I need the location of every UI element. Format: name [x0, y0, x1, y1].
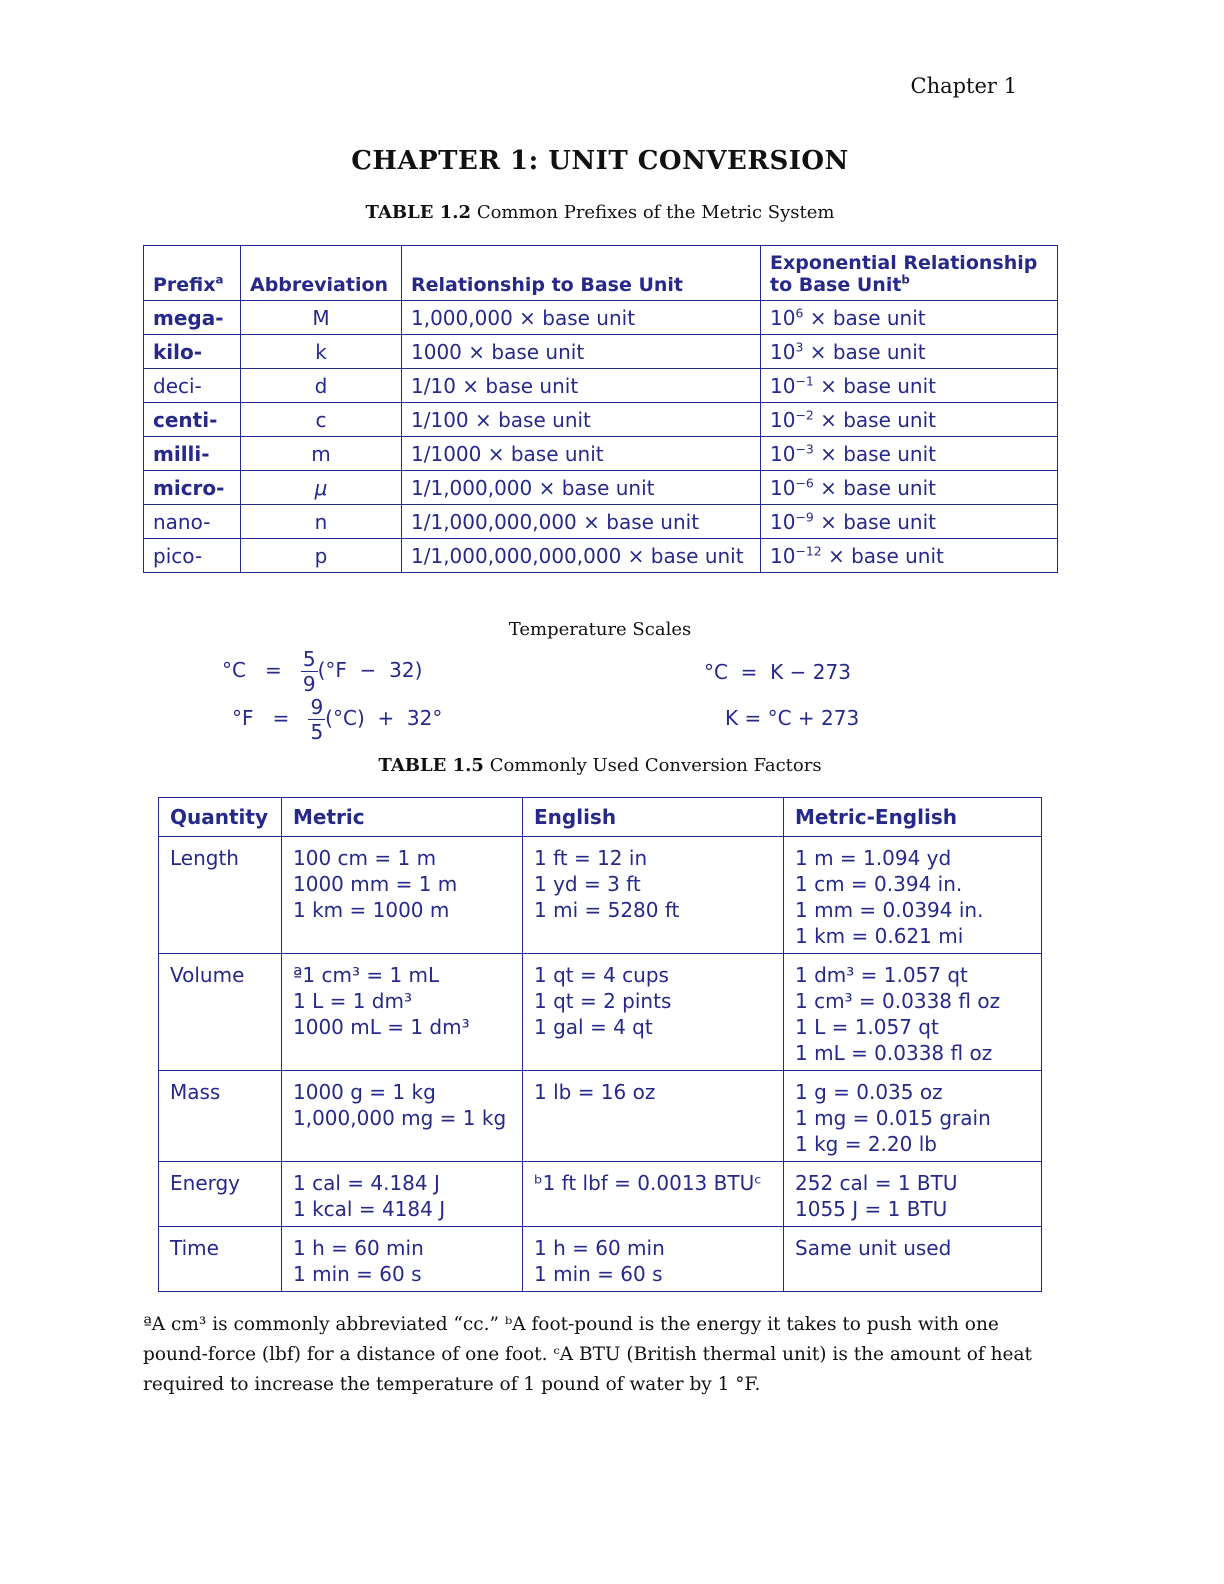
prefix-row [144, 505, 1058, 539]
prefix-cell: milli- [144, 437, 241, 471]
conversion-line: 1 kg = 2.20 lb [795, 1132, 937, 1156]
conversion-line: 1 kcal = 4184 J [293, 1197, 446, 1221]
prefix-row [144, 539, 1058, 573]
conversion-line: 1 h = 60 min [534, 1236, 665, 1260]
prefix-table [143, 245, 1058, 573]
metric-cell [282, 1162, 523, 1227]
header-abbreviation: Abbreviation [241, 246, 402, 301]
relationship-cell: 1/100 × base unit [402, 403, 761, 437]
metric-english-cell [784, 1227, 1042, 1292]
table-1-2-label: TABLE 1.2 [365, 202, 472, 223]
conversion-line: 1 lb = 16 oz [534, 1080, 656, 1104]
table-1-2-caption-text: Common Prefixes of the Metric System [471, 202, 835, 223]
quantity-cell: Length [159, 837, 282, 954]
abbreviation-cell: p [241, 539, 402, 573]
relationship-cell: 1/10 × base unit [402, 369, 761, 403]
conversion-line: 1000 mL = 1 dm³ [293, 1015, 470, 1039]
prefix-cell: mega- [144, 301, 241, 335]
conversion-row [159, 1162, 1042, 1227]
metric-cell [282, 1227, 523, 1292]
relationship-cell: 1/1,000,000,000,000 × base unit [402, 539, 761, 573]
exponential-cell: $10^{-2}$ × base unit [761, 403, 1058, 437]
conversion-line: 1 km = 1000 m [293, 898, 450, 922]
chapter-title: CHAPTER 1: UNIT CONVERSION [351, 146, 849, 176]
prefix-row [144, 471, 1058, 505]
exponential-cell: $10^{-1}$ × base unit [761, 369, 1058, 403]
conversion-line: 1000 g = 1 kg [293, 1080, 436, 1104]
relationship-cell: 1/1000 × base unit [402, 437, 761, 471]
conversion-line: 1 min = 60 s [293, 1262, 422, 1286]
prefix-row [144, 369, 1058, 403]
conversion-line: 1 cm³ = 0.0338 fl oz [795, 989, 1001, 1013]
exponential-cell: $10^{-3}$ × base unit [761, 437, 1058, 471]
prefix-cell: centi- [144, 403, 241, 437]
footnote: ªA cm³ is commonly abbreviated “cc.” ᵇA foot-pound is the energy it takes to push with one pound-force (lbf) for a distance of one foot. ᶜA BTU (British thermal unit) is the amount of heat required to increase the temperature of 1 pound of water by 1 °F. [143, 1314, 1032, 1395]
conversion-row [159, 954, 1042, 1071]
conversion-line: 100 cm = 1 m [293, 846, 437, 870]
metric-english-cell [784, 837, 1042, 954]
quantity-cell: Volume [159, 954, 282, 1071]
conversion-line: 1 cal = 4.184 J [293, 1171, 440, 1195]
conversion-line: 1,000,000 mg = 1 kg [293, 1106, 507, 1130]
abbreviation-cell: μ [241, 471, 402, 505]
metric-english-cell [784, 954, 1042, 1071]
prefix-cell: deci- [144, 369, 241, 403]
table-1-5-caption-text: Commonly Used Conversion Factors [483, 755, 822, 776]
header-quantity: Quantity [159, 798, 282, 837]
relationship-cell: 1,000,000 × base unit [402, 301, 761, 335]
conversion-line: 1 min = 60 s [534, 1262, 663, 1286]
abbreviation-cell: M [241, 301, 402, 335]
conversion-line: 1 cm = 0.394 in. [795, 872, 963, 896]
header-metric: Metric [282, 798, 523, 837]
english-cell [523, 1162, 784, 1227]
prefix-cell: nano- [144, 505, 241, 539]
prefix-cell: micro- [144, 471, 241, 505]
exponential-cell: $10^{-9}$ × base unit [761, 505, 1058, 539]
table-1-5-caption [0, 755, 1200, 776]
abbreviation-cell: n [241, 505, 402, 539]
quantity-cell: Mass [159, 1071, 282, 1162]
relationship-cell: 1/1,000,000 × base unit [402, 471, 761, 505]
prefix-row [144, 301, 1058, 335]
header-exponential: Exponential Relationship to Base Unit$^b$ [761, 246, 1058, 301]
english-cell [523, 954, 784, 1071]
table-1-2-caption [0, 202, 1200, 223]
conversion-line: ᵇ1 ft lbf = 0.0013 BTUᶜ [534, 1171, 762, 1195]
conversion-row [159, 1227, 1042, 1292]
formula-celsius-from-kelvin: °C = K − 273 [704, 660, 851, 684]
abbreviation-cell: c [241, 403, 402, 437]
relationship-cell: 1/1,000,000,000 × base unit [402, 505, 761, 539]
formula-fahrenheit-from-celsius: °F = $\frac{9}{5}$ (°C) + 32° [232, 695, 443, 744]
conversion-line: 1 gal = 4 qt [534, 1015, 653, 1039]
temperature-heading: Temperature Scales [508, 619, 692, 640]
conversion-line: 1 L = 1 dm³ [293, 989, 412, 1013]
exponential-cell: $10^{-12}$ × base unit [761, 539, 1058, 573]
prefix-row [144, 437, 1058, 471]
prefix-cell: kilo- [144, 335, 241, 369]
formula-celsius-from-fahrenheit: °C = $\frac{5}{9}$ (°F − 32) [222, 647, 423, 696]
quantity-cell: Energy [159, 1162, 282, 1227]
conversion-line: 1 g = 0.035 oz [795, 1080, 943, 1104]
abbreviation-cell: d [241, 369, 402, 403]
conversion-line: 1 m = 1.094 yd [795, 846, 952, 870]
abbreviation-cell: k [241, 335, 402, 369]
running-head: Chapter 1 [910, 74, 1017, 98]
prefix-cell: pico- [144, 539, 241, 573]
conversion-row [159, 837, 1042, 954]
formula-kelvin-from-celsius: K = °C + 273 [725, 706, 860, 730]
english-cell [523, 837, 784, 954]
conversion-line: 1 km = 0.621 mi [795, 924, 964, 948]
exponential-cell: $10^3$ × base unit [761, 335, 1058, 369]
header-relationship: Relationship to Base Unit [402, 246, 761, 301]
relationship-cell: 1000 × base unit [402, 335, 761, 369]
conversion-line: 1000 mm = 1 m [293, 872, 458, 896]
metric-cell [282, 837, 523, 954]
prefix-row [144, 403, 1058, 437]
conversion-line: 1 ft = 12 in [534, 846, 648, 870]
header-prefix: Prefix$^a$ [144, 246, 241, 301]
conversion-line: 1 qt = 4 cups [534, 963, 669, 987]
conversion-line: 1 mm = 0.0394 in. [795, 898, 984, 922]
metric-cell [282, 1071, 523, 1162]
conversion-line: ª1 cm³ = 1 mL [293, 963, 440, 987]
english-cell [523, 1071, 784, 1162]
table-1-5-label: TABLE 1.5 [378, 755, 484, 776]
prefix-row [144, 335, 1058, 369]
conversion-table-header-row [159, 798, 1042, 837]
exponential-cell: $10^{-6}$ × base unit [761, 471, 1058, 505]
metric-english-cell [784, 1071, 1042, 1162]
abbreviation-cell: m [241, 437, 402, 471]
conversion-line: 1 qt = 2 pints [534, 989, 672, 1013]
metric-cell [282, 954, 523, 1071]
conversion-line: 1 h = 60 min [293, 1236, 424, 1260]
conversion-line: Same unit used [795, 1236, 952, 1260]
conversion-line: 252 cal = 1 BTU [795, 1171, 958, 1195]
metric-english-cell [784, 1162, 1042, 1227]
english-cell [523, 1227, 784, 1292]
prefix-table-header-row [144, 246, 1058, 301]
conversion-line: 1 L = 1.057 qt [795, 1015, 939, 1039]
conversion-line: 1 yd = 3 ft [534, 872, 641, 896]
conversion-line: 1055 J = 1 BTU [795, 1197, 948, 1221]
conversion-line: 1 mi = 5280 ft [534, 898, 680, 922]
conversion-line: 1 mg = 0.015 grain [795, 1106, 991, 1130]
conversion-line: 1 dm³ = 1.057 qt [795, 963, 968, 987]
header-metric-english: Metric-English [784, 798, 1042, 837]
exponential-cell: $10^6$ × base unit [761, 301, 1058, 335]
quantity-cell: Time [159, 1227, 282, 1292]
conversion-line: 1 mL = 0.0338 fl oz [795, 1041, 993, 1065]
conversion-table [158, 797, 1042, 1292]
conversion-row [159, 1071, 1042, 1162]
header-english: English [523, 798, 784, 837]
